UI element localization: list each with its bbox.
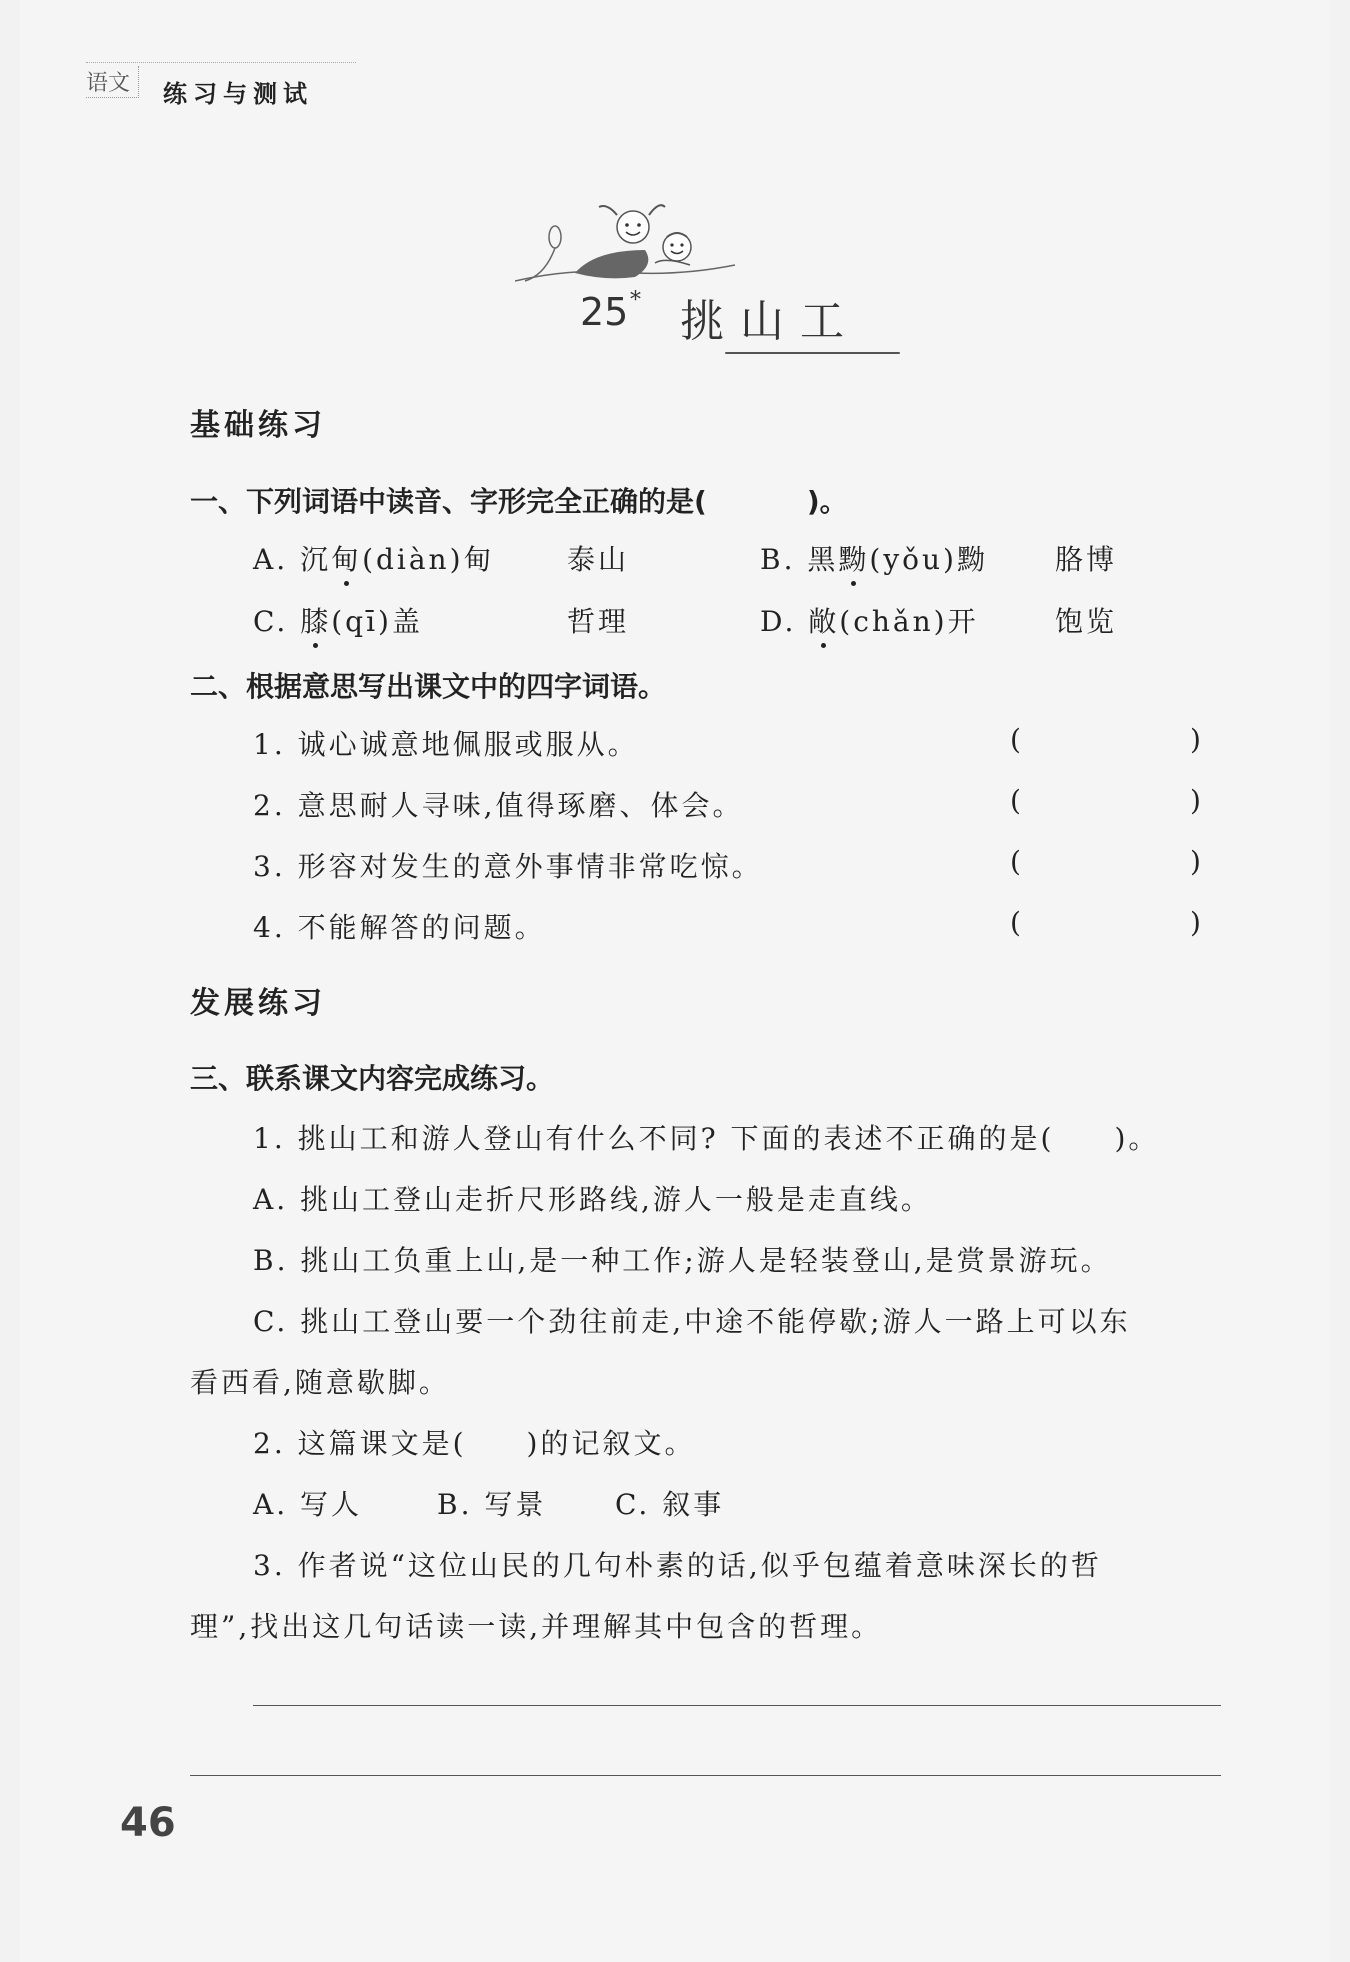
q3-sub2-option-b: B. 写景 (437, 1488, 547, 1521)
q2-item-4: 4. 不能解答的问题。 (253, 911, 546, 944)
q2-item-1-close: ) (1190, 723, 1201, 756)
q2-item-2-open: ( (1010, 784, 1021, 817)
q2-item-2: 2. 意思耐人寻味,值得琢磨、体会。 (253, 789, 744, 822)
book-title: 练习与测试 (163, 80, 313, 108)
lesson-star-mark: * (630, 288, 641, 313)
q3-title: 三、联系课文内容完成练习。 (190, 1062, 555, 1095)
q3-sub2-option-a: A. 写人 (253, 1488, 363, 1521)
answer-line-1[interactable] (253, 1705, 1221, 1706)
q2-item-1: 1. 诚心诚意地佩服或服从。 (253, 728, 639, 761)
q1-title-close: )。 (806, 485, 848, 518)
q3-sub1-option-c-line1: C. 挑山工登山要一个劲往前走,中途不能停歇;游人一路上可以东 (253, 1305, 1131, 1338)
q1-option-c-word2: 哲理 (567, 605, 630, 638)
section-heading-develop: 发展练习 (190, 986, 326, 1021)
q2-title: 二、根据意思写出课文中的四字词语。 (190, 670, 667, 703)
q3-sub1-option-a: A. 挑山工登山走折尺形路线,游人一般是走直线。 (253, 1183, 932, 1216)
title-underline (725, 352, 900, 354)
q1-option-a-marked-char: 甸 (331, 538, 362, 578)
q3-sub3-line1: 3. 作者说“这位山民的几句朴素的话,似乎包蕴着意味深长的哲 (253, 1549, 1102, 1582)
lesson-title: 挑山工 (680, 296, 860, 347)
q3-sub1-option-c-line2: 看西看,随意歇脚。 (190, 1366, 450, 1399)
q2-item-1-answer-blank[interactable] (1030, 723, 1180, 755)
q2-item-3-answer-blank[interactable] (1030, 845, 1180, 877)
header-dotted-rule (86, 62, 356, 63)
q1-option-c: C. 膝(qī)盖 (253, 600, 423, 640)
section-heading-basic: 基础练习 (190, 408, 326, 443)
q1-option-b-word2: 胳博 (1055, 543, 1118, 576)
lesson-number: 25 (580, 290, 629, 334)
q1-title (190, 480, 848, 520)
q2-item-4-open: ( (1010, 906, 1021, 939)
q3-sub1-stem: 1. 挑山工和游人登山有什么不同? 下面的表述不正确的是( )。 (253, 1122, 1160, 1155)
q2-item-2-answer-blank[interactable] (1030, 784, 1180, 816)
page-number: 46 (120, 1800, 176, 1846)
q1-option-d-marked-char: 敞 (808, 600, 839, 640)
q2-item-3-open: ( (1010, 845, 1021, 878)
q1-option-b-marked-char: 黝 (838, 538, 869, 578)
q3-sub1-option-b: B. 挑山工负重上山,是一种工作;游人是轻装登山,是赏景游玩。 (253, 1244, 1112, 1277)
q1-option-b: B. 黑黝(yǒu)黝 (760, 538, 988, 578)
q1-option-a-word2: 泰山 (567, 543, 630, 576)
q2-item-1-open: ( (1010, 723, 1021, 756)
q2-item-4-answer-blank[interactable] (1030, 906, 1180, 938)
q2-item-3-close: ) (1190, 845, 1201, 878)
q3-sub3-line2: 理”,找出这几句话读一读,并理解其中包含的哲理。 (190, 1610, 883, 1643)
q1-option-a: A. 沉甸(diàn)甸 (253, 538, 495, 578)
workbook-page (20, 0, 1330, 1962)
q2-item-4-close: ) (1190, 906, 1201, 939)
q2-item-3: 3. 形容对发生的意外事情非常吃惊。 (253, 850, 763, 883)
q3-sub2-option-c: C. 叙事 (615, 1488, 725, 1521)
q3-sub2-stem: 2. 这篇课文是( )的记叙文。 (253, 1427, 696, 1460)
answer-line-2[interactable] (190, 1775, 1221, 1776)
q1-option-d: D. 敞(chǎn)开 (760, 600, 979, 640)
q2-item-2-close: ) (1190, 784, 1201, 817)
q1-option-c-marked-char: 膝 (300, 600, 331, 640)
q1-option-d-word2: 饱览 (1055, 605, 1118, 638)
subject-label: 语文 (86, 66, 139, 98)
q1-title-text: 一、下列词语中读音、字形完全正确的是( (190, 485, 707, 518)
